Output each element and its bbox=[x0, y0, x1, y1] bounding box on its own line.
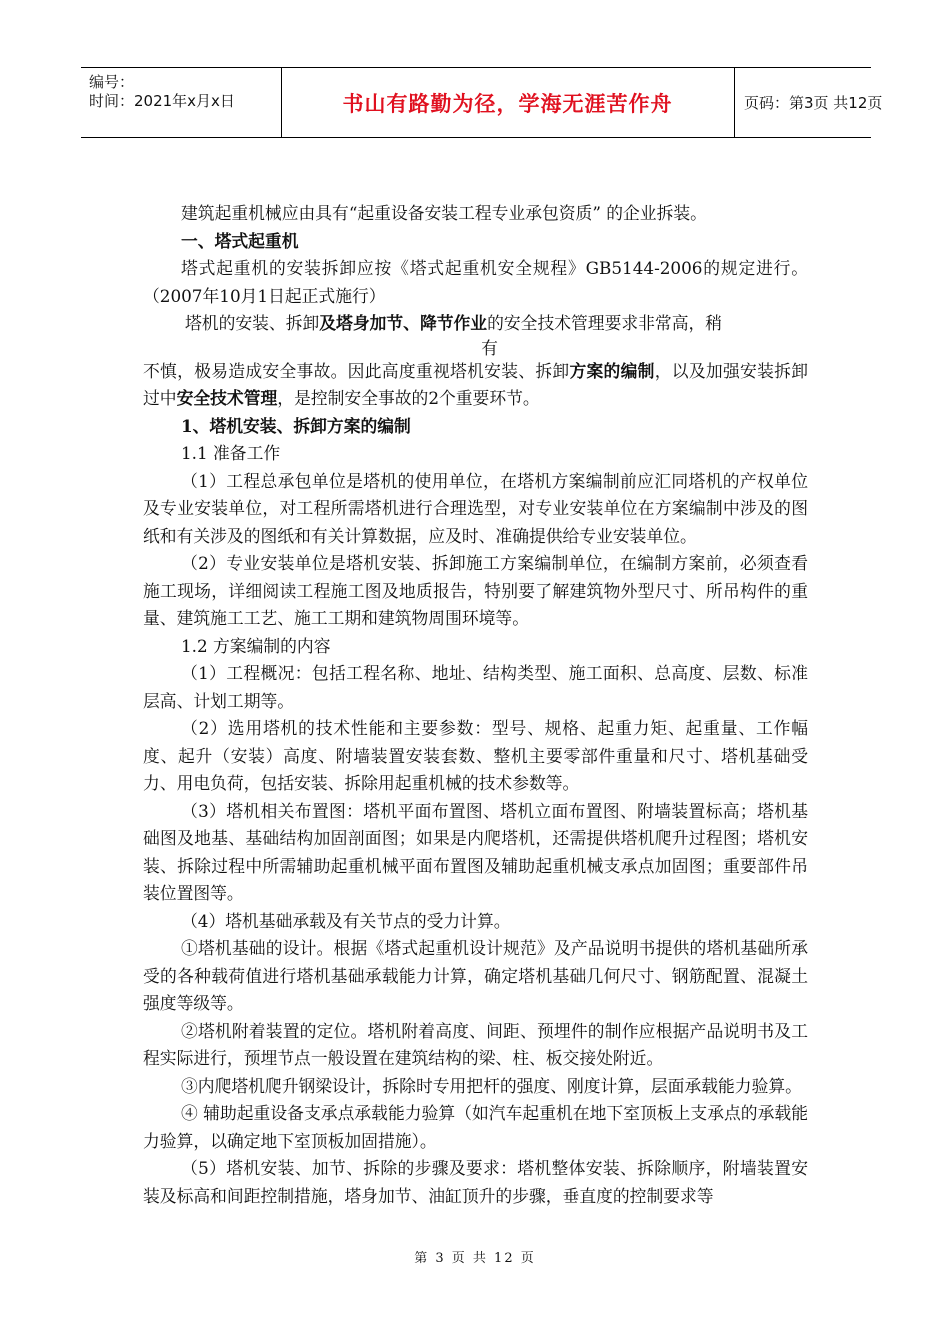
text-run: 塔机的安装、拆卸 bbox=[185, 313, 320, 333]
header-motto: 书山有路勤为径，学海无涯苦作舟 bbox=[281, 68, 735, 137]
paragraph: （1）工程总承包单位是塔机的使用单位，在塔机方案编制前应汇同塔机的产权单位及专业安装单位，对工程所需塔机进行合理选型，对专业安装单位在方案编制中涉及的图纸和有关涉及的图纸和有关计算数据，应及时、准确提供给专业安装单位。 bbox=[143, 470, 808, 546]
header-table bbox=[81, 67, 883, 138]
paragraph: （5）塔机安装、加节、拆除的步骤及要求：塔机整体安装、拆除顺序，附墙装置安装及标高和间距控制措施，塔身加节、油缸顶升的步骤，垂直度的控制要求等 bbox=[143, 1158, 808, 1206]
header-meta bbox=[81, 68, 282, 137]
subsection-heading: 1、塔机安装、拆卸方案的编制 bbox=[181, 415, 411, 436]
subsection-heading: 1.2 方案编制的内容 bbox=[181, 635, 331, 656]
paragraph: （3）塔机相关布置图：塔机平面布置图、塔机立面布置图、附墙装置标高；塔机基础图及地基、基础结构加固剖面图；如果是内爬塔机，还需提供塔机爬升过程图；塔机安装、拆除过程中所需辅助起重机械平面布置图及辅助起重机械支承点加固图；重要部件吊装位置图等。 bbox=[143, 800, 808, 903]
page-footer: 第 3 页 共 12 页 bbox=[414, 1251, 536, 1266]
subsection-heading: 1.1 准备工作 bbox=[181, 443, 281, 463]
text-run: ，以及加强安装拆卸过中 bbox=[143, 360, 808, 408]
document-number-label: 编号： bbox=[89, 73, 135, 91]
paragraph bbox=[143, 310, 808, 338]
text-run-bold: 安全技术管理 bbox=[176, 388, 278, 408]
header-page-label: 页码：第3页 共12页 bbox=[744, 94, 883, 112]
paragraph: （2）专业安装单位是塔机安装、拆卸施工方案编制单位，在编制方案前，必须查看施工现场，详细阅读工程施工图及地质报告，特别要了解建筑物外型尺寸、所吊构件的重量、建筑施工工艺、施工工期和建筑物周围环境等。 bbox=[143, 553, 808, 628]
paragraph: 建筑起重机械应由具有“起重设备安装工程专业承包资质” 的企业拆装。 bbox=[181, 203, 707, 223]
paragraph: ②塔机附着装置的定位。塔机附着高度、间距、预埋件的制作应根据产品说明书及工程实际进行，预埋节点一般设置在建筑结构的梁、柱、板交接处附近。 bbox=[143, 1020, 808, 1068]
paragraph bbox=[143, 358, 808, 413]
text-run: 的安全技术管理要求非常高，稍 bbox=[487, 313, 723, 333]
paragraph: 塔式起重机的安装拆卸应按《塔式起重机安全规程》GB5144-2006的规定进行。（2007年10月1日起正式施行） bbox=[143, 258, 808, 306]
paragraph: （2）选用塔机的技术性能和主要参数：型号、规格、起重力矩、起重量、工作幅度、起升（安装）高度、附墙装置安装套数、整机主要零部件重量和尺寸、塔机基础受力、用电负荷，包括安装、拆除用起重机械的技术参数等。 bbox=[143, 718, 808, 793]
paragraph: 有 bbox=[481, 337, 498, 358]
paragraph: ③内爬塔机爬升钢梁设计，拆除时专用把杆的强度、刚度计算，层面承载能力验算。 bbox=[181, 1075, 802, 1096]
document-body bbox=[143, 200, 808, 1210]
text-run: ，是控制安全事故的2个重要环节。 bbox=[277, 388, 540, 408]
paragraph: ④ 辅助起重设备支承点承载能力验算（如汽车起重机在地下室顶板上支承点的承载能力验算，以确定地下室顶板加固措施）。 bbox=[143, 1103, 808, 1151]
document-date-label: 时间：2021年x月x日 bbox=[89, 92, 235, 110]
paragraph: （1）工程概况：包括工程名称、地址、结构类型、施工面积、总高度、层数、标准层高、计划工期等。 bbox=[143, 663, 808, 711]
text-run: 不慎，极易造成安全事故。因此高度重视塔机安装、拆卸 bbox=[143, 360, 570, 381]
paragraph: ①塔机基础的设计。根据《塔式起重机设计规范》及产品说明书提供的塔机基础所承受的各种载荷值进行塔机基础承载能力计算，确定塔机基础几何尺寸、钢筋配置、混凝土强度等级等。 bbox=[143, 938, 808, 1013]
paragraph: （4）塔机基础承载及有关节点的受力计算。 bbox=[181, 910, 511, 931]
section-heading: 一、塔式起重机 bbox=[181, 230, 299, 251]
text-run-bold: 及塔身加节、降节作业 bbox=[319, 313, 488, 333]
text-run-bold: 方案的编制 bbox=[569, 360, 655, 381]
